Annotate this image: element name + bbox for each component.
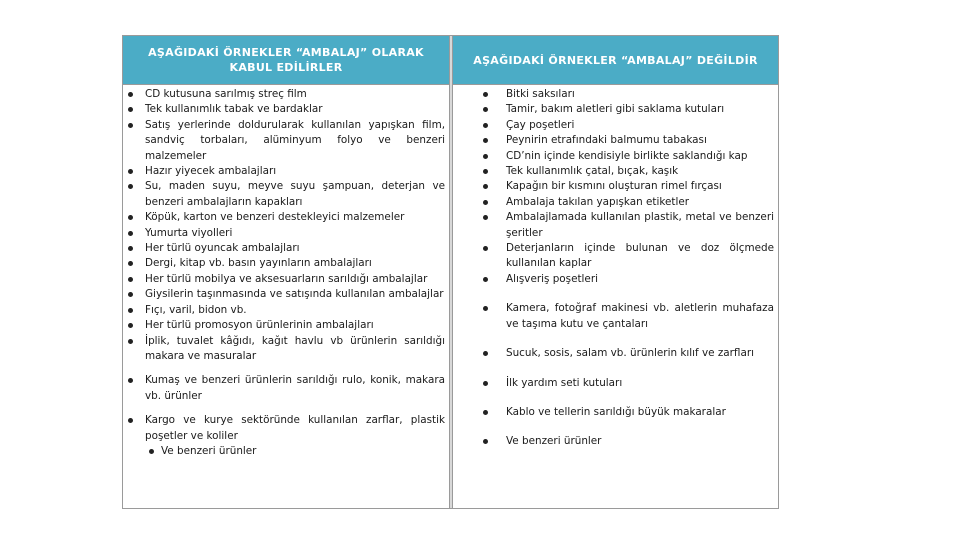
list-item: Kargo ve kurye sektöründe kullanılan zarflar, plastik poşetler ve koliler bbox=[127, 413, 445, 444]
list-item: Kablo ve tellerin sarıldığı büyük makaralar bbox=[481, 405, 774, 420]
right-header: AŞAĞIDAKİ ÖRNEKLER “AMBALAJ” DEĞİLDİR bbox=[453, 36, 778, 85]
bullet-icon bbox=[483, 381, 488, 386]
list-item: Alışveriş poşetleri bbox=[481, 272, 774, 287]
bullet-icon bbox=[128, 92, 133, 97]
list-item: Ambalajlamada kullanılan plastik, metal ve benzeri şeritler bbox=[481, 210, 774, 241]
bullet-icon bbox=[483, 410, 488, 415]
list-item: Ambalaja takılan yapışkan etiketler bbox=[481, 195, 774, 210]
list-item: İlk yardım seti kutuları bbox=[481, 376, 774, 391]
list-item: Satış yerlerinde doldurularak kullanılan yapışkan film, sandviç torbaları, alüminyum folyo ve benzeri malzemeler bbox=[127, 118, 445, 164]
list-item: Çay poşetleri bbox=[481, 118, 774, 133]
list-item: Her türlü promosyon ürünlerinin ambalajları bbox=[127, 318, 445, 333]
bullet-icon bbox=[128, 323, 133, 328]
list-item: Her türlü oyuncak ambalajları bbox=[127, 241, 445, 256]
list-item: İplik, tuvalet kâğıdı, kağıt havlu vb ürünlerin sarıldığı makara ve masuralar bbox=[127, 334, 445, 365]
left-list bbox=[123, 85, 449, 459]
bullet-icon bbox=[483, 138, 488, 143]
bullet-icon bbox=[128, 184, 133, 189]
list-item: Her türlü mobilya ve aksesuarların sarıldığı ambalajlar bbox=[127, 272, 445, 287]
list-item: Tek kullanımlık çatal, bıçak, kaşık bbox=[481, 164, 774, 179]
bullet-icon bbox=[128, 169, 133, 174]
right-list bbox=[453, 85, 778, 450]
list-item: Giysilerin taşınmasında ve satışında kullanılan ambalajlar bbox=[127, 287, 445, 302]
bullet-icon bbox=[483, 277, 488, 282]
right-column bbox=[452, 36, 778, 508]
list-item: Su, maden suyu, meyve suyu şampuan, deterjan ve benzeri ambalajların kapakları bbox=[127, 179, 445, 210]
bullet-icon bbox=[128, 246, 133, 251]
sub-list-item: Ve benzeri ürünler bbox=[127, 444, 445, 459]
list-item: Tamir, bakım aletleri gibi saklama kutuları bbox=[481, 102, 774, 117]
bullet-icon bbox=[128, 339, 133, 344]
left-header: AŞAĞIDAKİ ÖRNEKLER “AMBALAJ” OLARAK KABUL EDİLİRLER bbox=[123, 36, 449, 85]
list-item: Fıçı, varil, bidon vb. bbox=[127, 303, 445, 318]
list-item: Peynirin etrafındaki balmumu tabakası bbox=[481, 133, 774, 148]
left-column bbox=[123, 36, 450, 508]
list-item: Ve benzeri ürünler bbox=[481, 434, 774, 449]
list-item: Yumurta viyolleri bbox=[127, 226, 445, 241]
bullet-icon bbox=[128, 418, 133, 423]
bullet-icon bbox=[128, 215, 133, 220]
bullet-icon bbox=[483, 215, 488, 220]
bullet-icon bbox=[128, 277, 133, 282]
bullet-icon bbox=[128, 261, 133, 266]
comparison-table bbox=[122, 35, 779, 509]
list-item: Hazır yiyecek ambalajları bbox=[127, 164, 445, 179]
bullet-icon bbox=[483, 439, 488, 444]
list-item: Bitki saksıları bbox=[481, 87, 774, 102]
bullet-icon bbox=[483, 92, 488, 97]
list-item: Kumaş ve benzeri ürünlerin sarıldığı rulo, konik, makara vb. ürünler bbox=[127, 373, 445, 404]
bullet-icon bbox=[483, 184, 488, 189]
list-item: Deterjanların içinde bulunan ve doz ölçmede kullanılan kaplar bbox=[481, 241, 774, 272]
bullet-icon bbox=[128, 107, 133, 112]
bullet-icon bbox=[483, 306, 488, 311]
bullet-icon bbox=[128, 308, 133, 313]
bullet-icon bbox=[483, 107, 488, 112]
bullet-icon bbox=[483, 200, 488, 205]
list-item: CD’nin içinde kendisiyle birlikte saklandığı kap bbox=[481, 149, 774, 164]
bullet-icon bbox=[483, 123, 488, 128]
bullet-icon bbox=[483, 351, 488, 356]
bullet-icon bbox=[483, 154, 488, 159]
bullet-icon bbox=[128, 231, 133, 236]
bullet-icon bbox=[149, 449, 154, 454]
bullet-icon bbox=[483, 169, 488, 174]
list-item: Kamera, fotoğraf makinesi vb. aletlerin muhafaza ve taşıma kutu ve çantaları bbox=[481, 301, 774, 332]
list-item: Sucuk, sosis, salam vb. ürünlerin kılıf ve zarfları bbox=[481, 346, 774, 361]
list-item: Köpük, karton ve benzeri destekleyici malzemeler bbox=[127, 210, 445, 225]
list-item: Dergi, kitap vb. basın yayınların ambalajları bbox=[127, 256, 445, 271]
list-item: Kapağın bir kısmını oluşturan rimel fırçası bbox=[481, 179, 774, 194]
list-item: CD kutusuna sarılmış streç film bbox=[127, 87, 445, 102]
bullet-icon bbox=[128, 123, 133, 128]
bullet-icon bbox=[128, 292, 133, 297]
list-item: Tek kullanımlık tabak ve bardaklar bbox=[127, 102, 445, 117]
bullet-icon bbox=[128, 378, 133, 383]
bullet-icon bbox=[483, 246, 488, 251]
